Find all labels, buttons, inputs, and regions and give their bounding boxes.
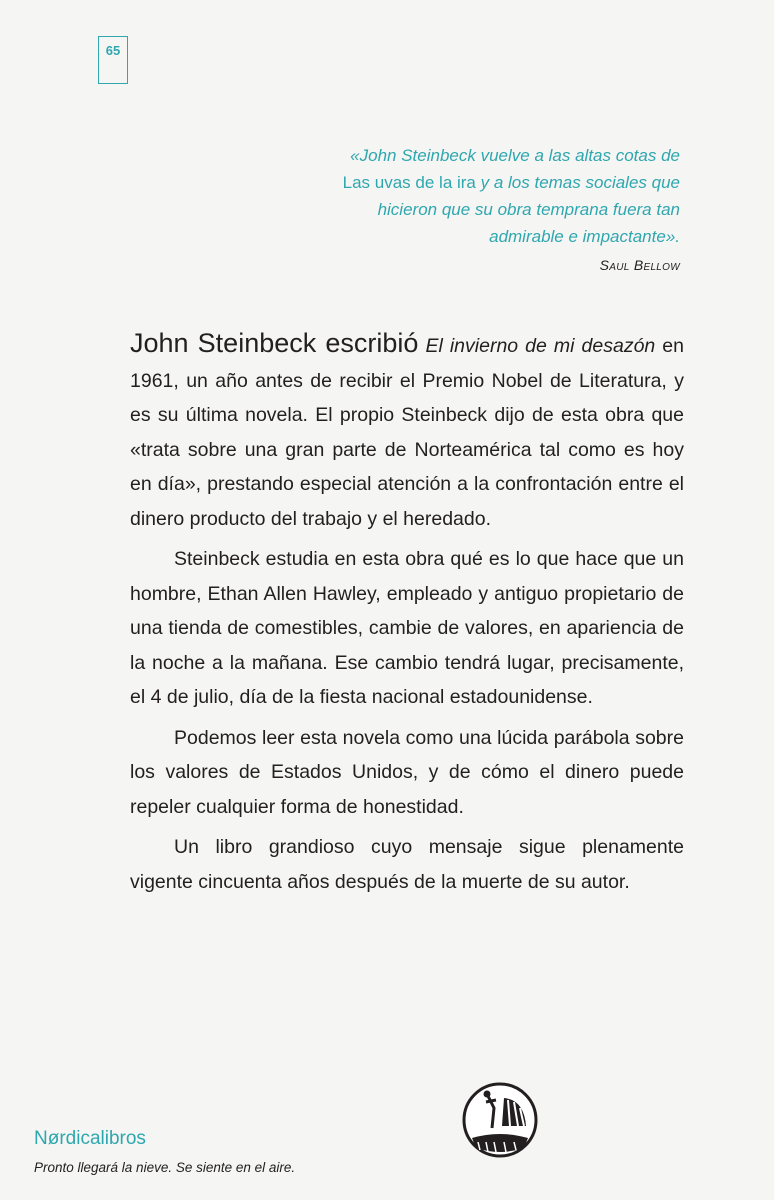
quote-line-2: Las uvas de la ira y a los temas sociales que — [342, 173, 680, 192]
page-number-text: 65 — [105, 43, 121, 58]
tagline: Pronto llegará la nieve. Se siente en el aire. — [34, 1160, 296, 1175]
quote-book-title: Las uvas de la ira — [342, 173, 476, 192]
book-title: El invierno de mi desazón — [425, 335, 656, 357]
page-number — [98, 36, 128, 84]
publisher-emblem-icon — [462, 1078, 542, 1168]
quote-author: Saul Bellow — [599, 257, 680, 273]
brand-prefix: Nørdica — [34, 1128, 101, 1149]
quote-line-1: «John Steinbeck vuelve a las altas cotas de — [350, 146, 680, 165]
publisher-brand — [34, 1128, 146, 1150]
blurb-body — [130, 326, 684, 899]
lead-in: John Steinbeck escribió — [130, 328, 419, 358]
paragraph-1: John Steinbeck escribió El invierno de mi desazón en 1961, un año antes de recibir el Premio Nobel de Literatura, y es su última novela. El propio Steinbeck dijo de esta obra que «trata sobre una gran parte de Norteamérica tal como es hoy en día», prestando especial atención a la confrontación entre el dinero producto del trabajo y el heredado. — [130, 328, 684, 530]
quote-line-3: hicieron que su obra temprana fuera tan — [377, 200, 680, 219]
brand-suffix: libros — [100, 1128, 146, 1149]
quote-line-4: admirable e impactante». — [489, 227, 680, 246]
epigraph-quote — [260, 142, 680, 279]
paragraph-4: Un libro grandioso cuyo mensaje sigue plenamente vigente cincuenta años después de la muerte de su autor. — [130, 836, 684, 893]
paragraph-2: Steinbeck estudia en esta obra qué es lo que hace que un hombre, Ethan Allen Hawley, empleado y antiguo propietario de una tienda de comestibles, cambie de valores, en apariencia de la noche a la mañana. Ese cambio tendrá lugar, precisamente, el 4 de julio, día de la fiesta nacional estadounidense. — [130, 548, 684, 708]
paragraph-3: Podemos leer esta novela como una lúcida parábola sobre los valores de Estados Unidos, y de cómo el dinero puede repeler cualquier forma de honestidad. — [130, 726, 684, 818]
